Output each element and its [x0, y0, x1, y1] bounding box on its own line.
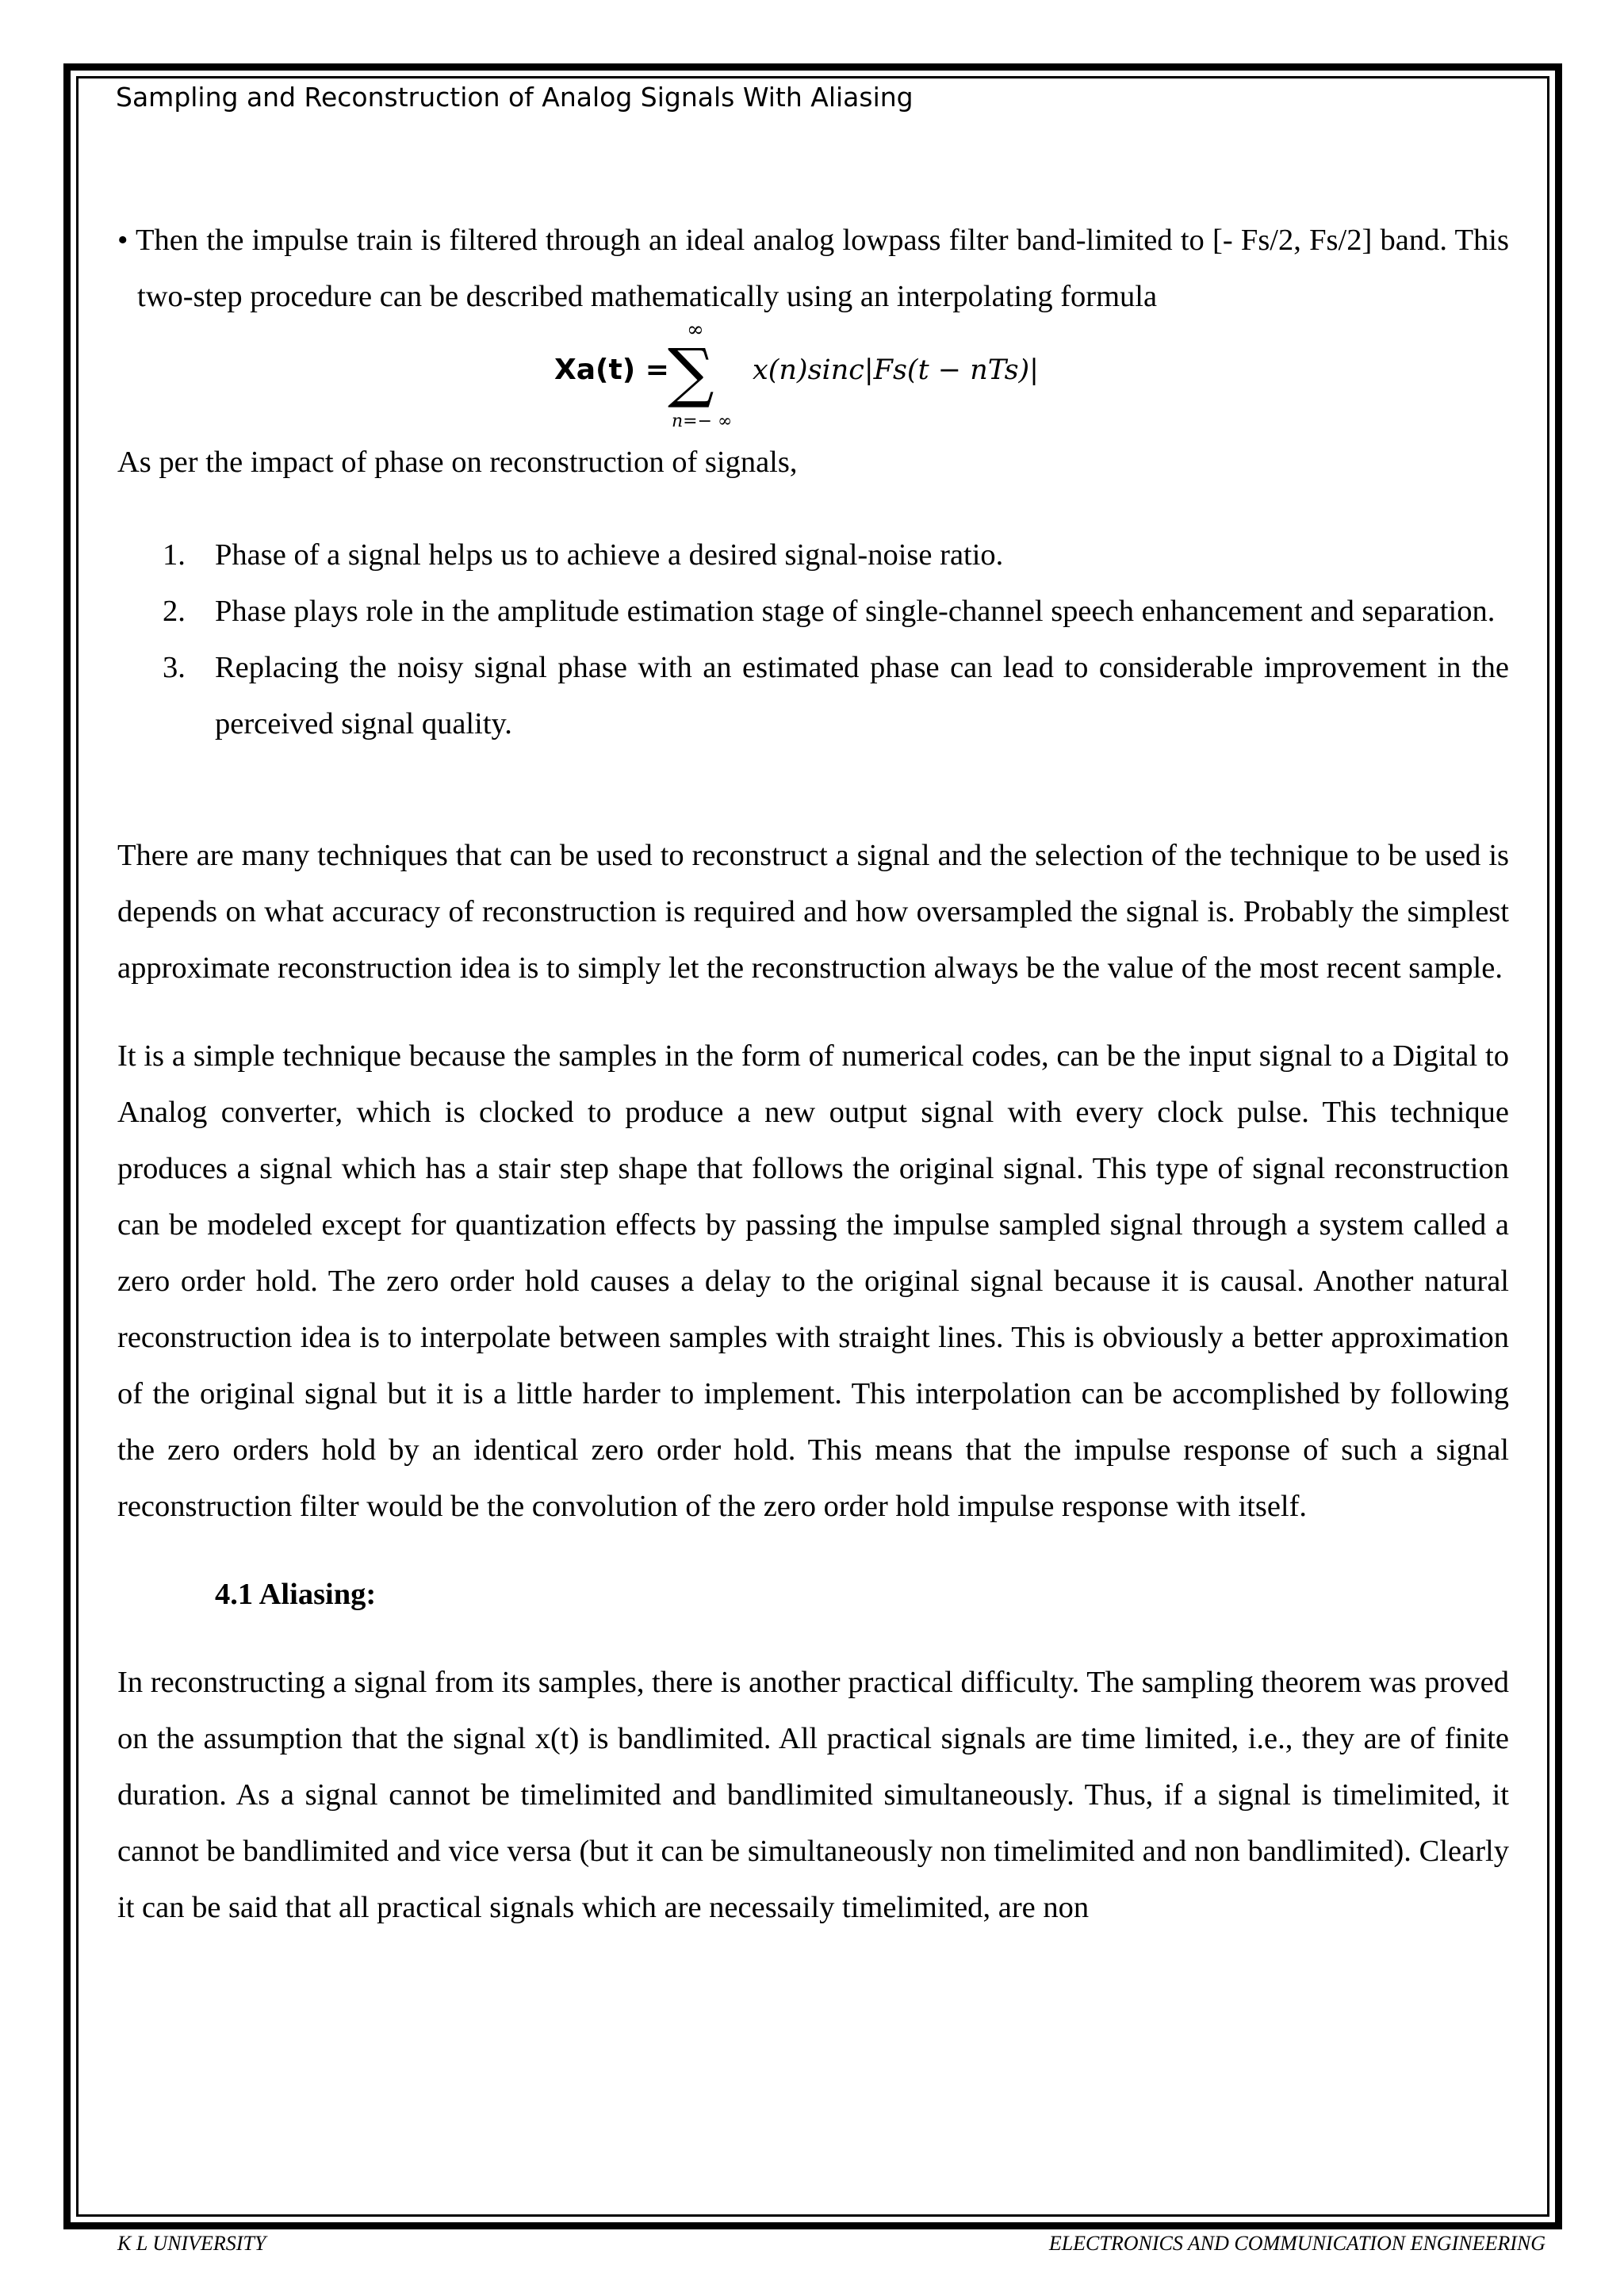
phase-list — [117, 527, 1509, 752]
formula-lhs: Xa(t) = — [554, 354, 669, 386]
document-body — [117, 212, 1509, 1936]
section-heading: 4.1 Aliasing: — [215, 1578, 377, 1611]
list-item-text: Phase plays role in the amplitude estimation stage of single-channel speech enhancement and separation. — [215, 595, 1496, 628]
interpolation-formula — [117, 319, 1509, 434]
list-number: 2. — [163, 595, 186, 628]
list-item — [117, 640, 1509, 752]
paragraph-aliasing: In reconstructing a signal from its samples, there is another practical difficulty. The sampling theorem was proved on the assumption that the signal x(t) is bandlimited. All practical signals are time limited, i.e., they are of finite duration. As a signal cannot be timelimited and bandlimited simultaneously. Thus, if a signal is timelimited, it cannot be bandlimited and vice versa (but it can be simultaneously non timelimited and non bandlimited). Clearly it can be said that all practical signals which are necessaily timelimited, are non — [117, 1666, 1509, 1924]
running-header: Sampling and Reconstruction of Analog Signals With Aliasing — [116, 82, 914, 113]
footer-university: K L UNIVERSITY — [117, 2232, 266, 2255]
paragraph-techniques: There are many techniques that can be used to reconstruct a signal and the selection of the technique to be used is depends on what accuracy of reconstruction is required and how oversampled the signal is. Probably the simplest approximate reconstruction idea is to simply let the reconstruction always be the value of the most recent sample. — [117, 839, 1509, 985]
list-item — [117, 584, 1509, 640]
phase-intro: As per the impact of phase on reconstruction of signals, — [117, 446, 798, 479]
bullet-paragraph: • Then the impulse train is filtered through an ideal analog lowpass filter band-limited to [- Fs/2, Fs/2] band. This two-step procedure can be described mathematically using an interpolating formula — [117, 224, 1509, 313]
formula-lower-limit: n=− ∞ — [672, 411, 733, 431]
list-item — [117, 527, 1509, 584]
formula-upper-limit: ∞ — [687, 319, 704, 342]
list-number: 3. — [163, 651, 186, 684]
formula-sum-symbol: ∑ — [668, 335, 714, 411]
list-item-text: Replacing the noisy signal phase with an estimated phase can lead to considerable improvement in the perceived signal quality. — [215, 651, 1509, 740]
list-item-text: Phase of a signal helps us to achieve a desired signal-noise ratio. — [215, 538, 1004, 572]
footer-department: ELECTRONICS AND COMMUNICATION ENGINEERING — [1048, 2232, 1545, 2255]
paragraph-simple-technique: It is a simple technique because the samples in the form of numerical codes, can be the input signal to a Digital to Analog converter, which is clocked to produce a new output signal with every clock pulse. This technique produces a signal which has a stair step shape that follows the original signal. This type of signal reconstruction can be modeled except for quantization effects by passing the impulse sampled signal through a system called a zero order hold. The zero order hold causes a delay to the original signal because it is causal. Another natural reconstruction idea is to interpolate between samples with straight lines. This is obviously a better approximation of the original signal but it is a little harder to implement. This interpolation can be accomplished by following the zero orders hold by an identical zero order hold. This means that the impulse response of such a signal reconstruction filter would be the convolution of the zero order hold impulse response with itself. — [117, 1039, 1509, 1523]
formula-summand: x(n)sinc|Fs(t − nTs)| — [753, 354, 1039, 386]
list-number: 1. — [163, 538, 186, 572]
